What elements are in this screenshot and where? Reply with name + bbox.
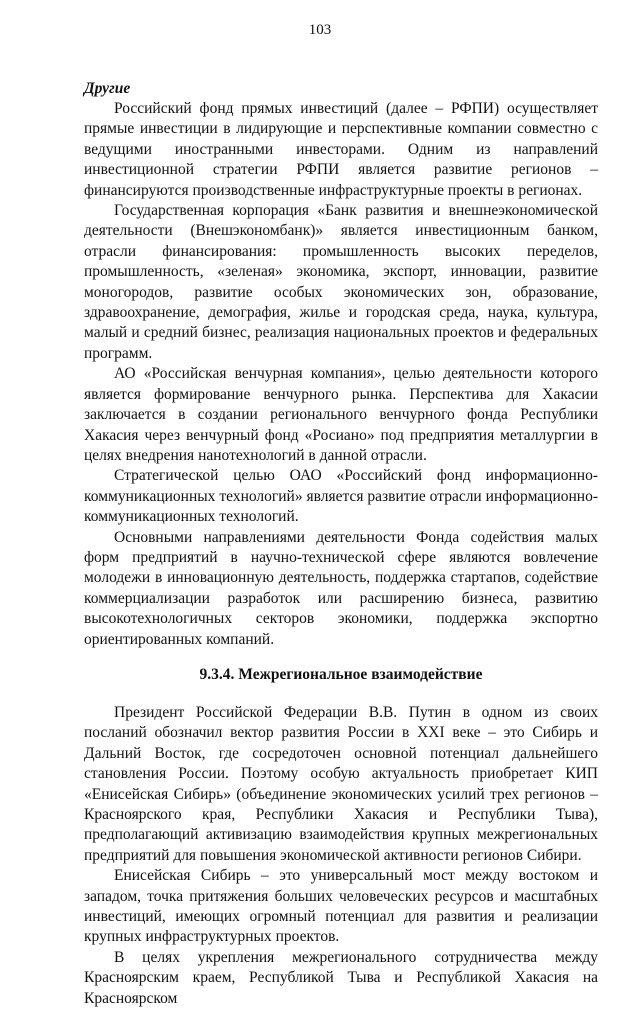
paragraph-veb: Государственная корпорация «Банк развития и внешнеэкономической деятельности (Внешэкономбанк)» является инвестиционным банком, отрасли финансирования: промышленность высоких переделов, промышленность, «зеленая» экономика, экспорт, инновации, развитие моногородов, развитие особых экономических зон, образование, здравоохранение, демография, жилье и городская среда, наука, культура, малый и средний бизнес, реализация национальных проектов и федеральных программ. (84, 202, 598, 362)
paragraph-small-business-fund: Основными направлениями деятельности Фонда содействия малых форм предприятий в научно-технической сфере являются вовлечение молодежи в инновационную деятельность, поддержка стартапов, содействие коммерциализации разработок или расширению бизнеса, развитию высокотехнологичных секторов экономики, поддержка экспортно ориентированных компаний. (84, 528, 598, 648)
paragraph-rdif: Российский фонд прямых инвестиций (далее – РФПИ) осуществляет прямые инвестиции в лидирующие и перспективные компании совместно с ведущими иностранными инвесторами. Одним из направлений инвестиционной стратегии РФПИ является развитие регионов – финансируются производственные инфраструктурные проекты в регионах. (84, 100, 598, 199)
page-number: 103 (308, 22, 332, 38)
subheading-other: Другие (84, 80, 131, 97)
section-title-interregional: 9.3.4. Межрегиональное взаимодействие (199, 665, 483, 683)
paragraph-rvc: АО «Российская венчурная компания», целью деятельности которого является формирование венчурного рынка. Перспектива для Хакасии заключается в создании регионального венчурного фонда Республики Хакасия через венчурный фонд «Росиано» под предприятия металлургии в целях внедрения нанотехнологий в данной отрасли. (84, 365, 598, 464)
paragraph-ict-fund: Стратегической целью ОАО «Российский фонд информационно-коммуникационных технологий» является развитие отрасли информационно-коммуникационных технологий. (84, 467, 598, 526)
paragraph-cooperation: В целях укрепления межрегионального сотрудничества между Красноярским краем, Республикой Тыва и Республикой Хакасия на Красноярском (84, 948, 598, 1007)
page-content (84, 78, 598, 1009)
paragraph-president: Президент Российской Федерации В.В. Путин в одном из своих посланий обозначил вектор развития России в XXI веке – это Сибирь и Дальний Восток, где сосредоточен основной потенциал дальнейшего становления России. Поэтому особую актуальность приобретает КИП «Енисейская Сибирь» (объединение экономических усилий трех регионов – Красноярского края, Республики Хакасия и Республики Тыва), предполагающий активизацию взаимодействия крупных межрегиональных предприятий для повышения экономической активности регионов Сибири. (84, 703, 598, 864)
paragraph-yenisei-siberia: Енисейская Сибирь – это универсальный мост между востоком и западом, точка притяжения больших человеческих ресурсов и масштабных инвестиций, имеющих огромный потенциал для развития и реализации крупных инфраструктурных проектов. (84, 867, 598, 946)
